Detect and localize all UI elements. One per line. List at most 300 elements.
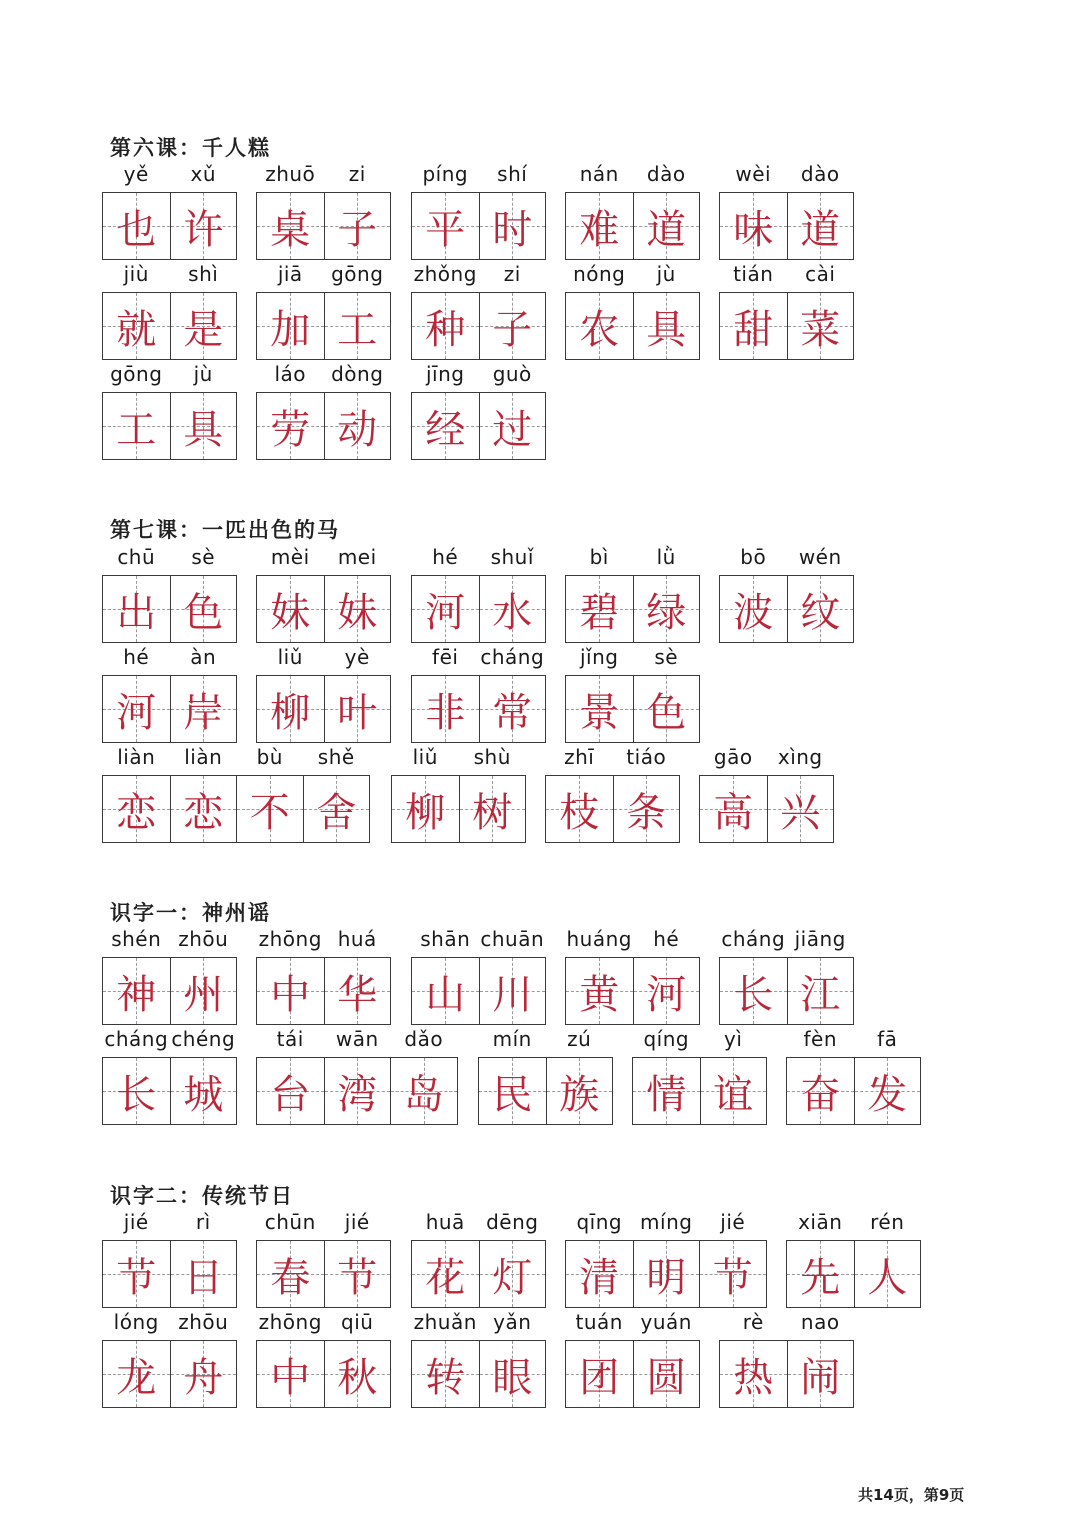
hanzi-character: 龙 xyxy=(116,1354,157,1401)
tian-grid-cell xyxy=(787,1310,854,1407)
tian-grid-cell xyxy=(257,1210,324,1307)
tian-grid-cell xyxy=(170,545,237,642)
pinyin-label: shén xyxy=(111,927,162,951)
pinyin-label: shù xyxy=(473,745,511,769)
pinyin-label: liàn xyxy=(117,745,156,769)
hanzi-character: 经 xyxy=(425,406,466,453)
hanzi-character: 节 xyxy=(116,1254,157,1301)
tian-grid-cell xyxy=(257,1310,324,1407)
pinyin-label: huá xyxy=(337,927,377,951)
pinyin-label: píng xyxy=(422,162,469,186)
hanzi-character: 纹 xyxy=(800,589,841,636)
hanzi-character: 种 xyxy=(425,306,466,353)
pinyin-label: jiù xyxy=(123,262,149,286)
hanzi-character: 水 xyxy=(492,589,533,636)
pinyin-label: tián xyxy=(733,262,774,286)
tian-grid-cell xyxy=(633,1210,700,1307)
vocab-word-grid xyxy=(256,645,391,743)
pinyin-label: zhōng xyxy=(258,927,322,951)
tian-grid-cell xyxy=(103,745,170,842)
hanzi-character: 兴 xyxy=(780,789,821,836)
vocab-word-grid xyxy=(565,1310,700,1408)
hanzi-character: 节 xyxy=(712,1254,753,1301)
pinyin-label: jié xyxy=(720,1210,746,1234)
tian-grid-cell xyxy=(257,162,324,259)
tian-grid-cell xyxy=(170,362,237,459)
tian-grid-cell xyxy=(103,1210,170,1307)
hanzi-character: 恋 xyxy=(183,789,224,836)
hanzi-character: 黄 xyxy=(579,971,620,1018)
vocab-word-grid xyxy=(102,362,237,460)
hanzi-character: 人 xyxy=(867,1254,908,1301)
tian-grid-cell xyxy=(613,745,680,842)
vocab-word-grid xyxy=(256,162,391,260)
tian-grid-cell xyxy=(170,162,237,259)
vocab-word-grid xyxy=(411,162,546,260)
hanzi-character: 山 xyxy=(425,971,466,1018)
tian-grid-cell xyxy=(324,1027,391,1124)
pinyin-label: nán xyxy=(579,162,619,186)
pinyin-label: huáng xyxy=(566,927,632,951)
tian-grid-cell xyxy=(787,1210,854,1307)
pinyin-label: liàn xyxy=(184,745,223,769)
tian-grid-cell xyxy=(479,1210,546,1307)
hanzi-character: 恋 xyxy=(116,789,157,836)
vocab-word-grid xyxy=(256,362,391,460)
pinyin-label: xiān xyxy=(798,1210,843,1234)
tian-grid-cell xyxy=(633,545,700,642)
vocab-word-grid xyxy=(411,1310,546,1408)
page-number: 共14页，第9页 xyxy=(858,1486,965,1504)
vocab-word-grid xyxy=(786,1210,921,1308)
pinyin-label: tái xyxy=(276,1027,304,1051)
tian-grid-cell xyxy=(720,927,787,1024)
hanzi-character: 情 xyxy=(646,1071,687,1118)
tian-grid-cell xyxy=(699,1210,766,1307)
hanzi-character: 难 xyxy=(579,206,620,253)
vocab-word-grid xyxy=(256,545,391,643)
hanzi-character: 奋 xyxy=(800,1071,841,1118)
tian-grid-cell xyxy=(303,745,370,842)
hanzi-character: 长 xyxy=(733,971,774,1018)
hanzi-character: 工 xyxy=(116,406,157,453)
tian-grid-cell xyxy=(412,545,479,642)
tian-grid-cell xyxy=(479,1310,546,1407)
tian-grid-cell xyxy=(479,362,546,459)
vocab-word-grid xyxy=(719,927,854,1025)
pinyin-label: zhǒng xyxy=(413,262,477,286)
tian-grid-cell xyxy=(546,745,613,842)
vocab-word-grid xyxy=(565,1210,767,1308)
tian-grid-cell xyxy=(720,1310,787,1407)
pinyin-label: huā xyxy=(425,1210,465,1234)
tian-grid-cell xyxy=(566,262,633,359)
tian-grid-cell xyxy=(787,162,854,259)
tian-grid-cell xyxy=(412,1210,479,1307)
pinyin-label: bō xyxy=(740,545,767,569)
pinyin-label: guò xyxy=(492,362,532,386)
hanzi-character: 热 xyxy=(733,1354,774,1401)
hanzi-character: 中 xyxy=(270,971,311,1018)
hanzi-character: 绿 xyxy=(646,589,687,636)
tian-grid-cell xyxy=(103,162,170,259)
pinyin-label: zhōu xyxy=(178,1310,229,1334)
lesson-title: 识字一：神州谣 xyxy=(110,901,271,925)
tian-grid-cell xyxy=(854,1210,921,1307)
tian-grid-cell xyxy=(633,262,700,359)
vocab-word-grid xyxy=(102,1310,237,1408)
pinyin-label: sè xyxy=(654,645,679,669)
vocab-word-grid xyxy=(565,927,700,1025)
pinyin-label: cháng xyxy=(480,645,545,669)
hanzi-character: 日 xyxy=(183,1254,224,1301)
hanzi-character: 桌 xyxy=(270,206,311,253)
hanzi-character: 子 xyxy=(492,306,533,353)
pinyin-label: qíng xyxy=(643,1027,690,1051)
hanzi-character: 团 xyxy=(579,1354,620,1401)
hanzi-character: 景 xyxy=(579,689,620,736)
hanzi-character: 条 xyxy=(626,789,667,836)
pinyin-label: xǔ xyxy=(190,162,216,186)
tian-grid-cell xyxy=(257,927,324,1024)
hanzi-character: 民 xyxy=(492,1071,533,1118)
hanzi-character: 是 xyxy=(183,306,224,353)
hanzi-character: 城 xyxy=(183,1071,224,1118)
hanzi-character: 波 xyxy=(733,589,774,636)
tian-grid-cell xyxy=(633,927,700,1024)
pinyin-label: nóng xyxy=(573,262,626,286)
vocab-word-grid xyxy=(719,1310,854,1408)
hanzi-character: 岛 xyxy=(403,1071,444,1118)
vocab-word-grid xyxy=(102,745,370,843)
pinyin-label: yì xyxy=(724,1027,743,1051)
pinyin-label: láo xyxy=(274,362,307,386)
pinyin-label: mín xyxy=(492,1027,532,1051)
pinyin-label: zú xyxy=(567,1027,592,1051)
vocab-word-grid xyxy=(478,1027,613,1125)
hanzi-character: 妹 xyxy=(270,589,311,636)
pinyin-label: nao xyxy=(800,1310,840,1334)
pinyin-label: lǜ xyxy=(656,545,676,569)
pinyin-label: jié xyxy=(123,1210,149,1234)
pinyin-label: liǔ xyxy=(412,745,438,769)
hanzi-character: 发 xyxy=(867,1071,908,1118)
pinyin-label: yuán xyxy=(640,1310,692,1334)
vocab-word-grid xyxy=(102,1027,237,1125)
tian-grid-cell xyxy=(787,545,854,642)
hanzi-character: 平 xyxy=(425,206,466,253)
hanzi-character: 转 xyxy=(425,1354,466,1401)
hanzi-character: 道 xyxy=(646,206,687,253)
tian-grid-cell xyxy=(412,927,479,1024)
pinyin-label: tuán xyxy=(575,1310,623,1334)
pinyin-label: liǔ xyxy=(277,645,303,669)
tian-grid-cell xyxy=(170,1310,237,1407)
pinyin-label: xìng xyxy=(777,745,823,769)
tian-grid-cell xyxy=(412,645,479,742)
pinyin-label: mèi xyxy=(270,545,310,569)
hanzi-character: 柳 xyxy=(405,789,446,836)
pinyin-label: mei xyxy=(337,545,377,569)
tian-grid-cell xyxy=(170,927,237,1024)
pinyin-label: zi xyxy=(348,162,366,186)
vocab-word-grid xyxy=(565,162,700,260)
pinyin-label: hé xyxy=(123,645,150,669)
tian-grid-cell xyxy=(103,645,170,742)
hanzi-character: 河 xyxy=(116,689,157,736)
hanzi-character: 舍 xyxy=(316,789,357,836)
vocab-word-grid xyxy=(719,162,854,260)
tian-grid-cell xyxy=(633,645,700,742)
tian-grid-cell xyxy=(566,1210,633,1307)
pinyin-label: shān xyxy=(420,927,471,951)
hanzi-character: 动 xyxy=(337,406,378,453)
pinyin-label: jǐng xyxy=(580,645,619,669)
pinyin-label: gōng xyxy=(331,262,384,286)
hanzi-character: 非 xyxy=(425,689,466,736)
hanzi-character: 眼 xyxy=(492,1354,533,1401)
hanzi-character: 劳 xyxy=(270,406,311,453)
tian-grid-cell xyxy=(566,927,633,1024)
tian-grid-cell xyxy=(324,645,391,742)
vocab-word-grid xyxy=(411,927,546,1025)
lesson-title: 第六课：千人糕 xyxy=(110,136,271,160)
tian-grid-cell xyxy=(103,1310,170,1407)
tian-grid-cell xyxy=(324,927,391,1024)
pinyin-label: yè xyxy=(344,645,370,669)
pinyin-label: sè xyxy=(191,545,216,569)
tian-grid-cell xyxy=(633,162,700,259)
vocab-word-grid xyxy=(411,545,546,643)
tian-grid-cell xyxy=(103,262,170,359)
tian-grid-cell xyxy=(566,645,633,742)
lesson-title: 识字二：传统节日 xyxy=(110,1184,294,1208)
hanzi-character: 长 xyxy=(116,1071,157,1118)
pinyin-label: yě xyxy=(123,162,149,186)
tian-grid-cell xyxy=(324,1310,391,1407)
hanzi-character: 甜 xyxy=(733,306,774,353)
pinyin-label: qiū xyxy=(341,1310,374,1334)
pinyin-label: shí xyxy=(497,162,528,186)
vocab-word-grid xyxy=(411,645,546,743)
vocab-word-grid xyxy=(565,262,700,360)
pinyin-label: chūn xyxy=(264,1210,316,1234)
pinyin-label: dǎo xyxy=(404,1027,444,1051)
hanzi-character: 叶 xyxy=(337,689,378,736)
tian-grid-cell xyxy=(103,362,170,459)
pinyin-label: gōng xyxy=(110,362,163,386)
tian-grid-cell xyxy=(479,162,546,259)
tian-grid-cell xyxy=(324,362,391,459)
hanzi-character: 出 xyxy=(116,589,157,636)
hanzi-character: 菜 xyxy=(800,306,841,353)
tian-grid-cell xyxy=(787,1027,854,1124)
tian-grid-cell xyxy=(479,1027,546,1124)
vocab-word-grid xyxy=(411,1210,546,1308)
vocab-word-grid xyxy=(102,645,237,743)
tian-grid-cell xyxy=(324,1210,391,1307)
hanzi-character: 圆 xyxy=(646,1354,687,1401)
hanzi-character: 秋 xyxy=(337,1354,378,1401)
vocab-word-grid xyxy=(256,1210,391,1308)
pinyin-label: rì xyxy=(195,1210,211,1234)
tian-grid-cell xyxy=(479,262,546,359)
tian-grid-cell xyxy=(324,545,391,642)
hanzi-character: 神 xyxy=(116,971,157,1018)
tian-grid-cell xyxy=(633,1310,700,1407)
pinyin-label: jù xyxy=(656,262,676,286)
hanzi-character: 先 xyxy=(800,1254,841,1301)
hanzi-character: 族 xyxy=(559,1071,600,1118)
vocab-word-grid xyxy=(565,545,700,643)
pinyin-label: jié xyxy=(344,1210,370,1234)
tian-grid-cell xyxy=(412,262,479,359)
hanzi-character: 闹 xyxy=(800,1354,841,1401)
pinyin-label: tiáo xyxy=(626,745,667,769)
hanzi-character: 岸 xyxy=(183,689,224,736)
tian-grid-cell xyxy=(412,162,479,259)
hanzi-character: 道 xyxy=(800,206,841,253)
vocab-word-grid xyxy=(719,262,854,360)
pinyin-label: wèi xyxy=(735,162,772,186)
tian-grid-cell xyxy=(170,745,237,842)
pinyin-label: chéng xyxy=(171,1027,236,1051)
lesson-title: 第七课：一匹出色的马 xyxy=(110,518,340,542)
hanzi-character: 花 xyxy=(425,1254,466,1301)
hanzi-character: 华 xyxy=(337,971,378,1018)
tian-grid-cell xyxy=(103,927,170,1024)
pinyin-label: zhuō xyxy=(265,162,316,186)
pinyin-label: fēi xyxy=(432,645,459,669)
vocab-word-grid xyxy=(786,1027,921,1125)
vocab-word-grid xyxy=(102,162,237,260)
hanzi-character: 清 xyxy=(579,1254,620,1301)
vocab-word-grid xyxy=(256,927,391,1025)
hanzi-character: 湾 xyxy=(337,1071,378,1118)
tian-grid-cell xyxy=(257,645,324,742)
hanzi-character: 川 xyxy=(492,971,533,1018)
pinyin-label: shì xyxy=(188,262,219,286)
tian-grid-cell xyxy=(854,1027,921,1124)
hanzi-character: 色 xyxy=(646,689,687,736)
pinyin-label: dào xyxy=(800,162,840,186)
tian-grid-cell xyxy=(633,1027,700,1124)
tian-grid-cell xyxy=(720,262,787,359)
tian-grid-cell xyxy=(700,1027,767,1124)
hanzi-character: 中 xyxy=(270,1354,311,1401)
pinyin-label: zhī xyxy=(564,745,595,769)
hanzi-character: 味 xyxy=(733,206,774,253)
tian-grid-cell xyxy=(479,645,546,742)
tian-grid-cell xyxy=(324,262,391,359)
tian-grid-cell xyxy=(787,927,854,1024)
tian-grid-cell xyxy=(479,545,546,642)
vocab-word-grid xyxy=(699,745,834,843)
pinyin-label: bì xyxy=(589,545,609,569)
pinyin-label: chū xyxy=(117,545,156,569)
pinyin-label: bù xyxy=(256,745,283,769)
hanzi-character: 碧 xyxy=(579,589,620,636)
pinyin-label: wén xyxy=(798,545,842,569)
hanzi-character: 就 xyxy=(116,306,157,353)
hanzi-character: 也 xyxy=(116,206,157,253)
tian-grid-cell xyxy=(566,1310,633,1407)
hanzi-character: 河 xyxy=(425,589,466,636)
pinyin-label: míng xyxy=(640,1210,693,1234)
pinyin-label: cháng xyxy=(104,1027,169,1051)
tian-grid-cell xyxy=(479,927,546,1024)
pinyin-label: jiāng xyxy=(794,927,846,951)
hanzi-character: 河 xyxy=(646,971,687,1018)
pinyin-label: zhuǎn xyxy=(413,1310,477,1334)
pinyin-label: dòng xyxy=(331,362,384,386)
hanzi-character: 节 xyxy=(337,1254,378,1301)
pinyin-label: àn xyxy=(190,645,217,669)
vocab-word-grid xyxy=(545,745,680,843)
hanzi-character: 明 xyxy=(646,1254,687,1301)
hanzi-character: 柳 xyxy=(270,689,311,736)
pinyin-label: dēng xyxy=(486,1210,539,1234)
tian-grid-cell xyxy=(767,745,834,842)
vocab-word-grid xyxy=(256,1310,391,1408)
pinyin-label: lóng xyxy=(113,1310,159,1334)
hanzi-character: 枝 xyxy=(559,789,600,836)
pinyin-label: qīng xyxy=(576,1210,623,1234)
hanzi-character: 灯 xyxy=(492,1254,533,1301)
vocab-word-grid xyxy=(102,545,237,643)
hanzi-character: 台 xyxy=(270,1071,311,1118)
tian-grid-cell xyxy=(392,745,459,842)
pinyin-label: shě xyxy=(317,745,355,769)
tian-grid-cell xyxy=(236,745,303,842)
pinyin-label: jiā xyxy=(277,262,303,286)
pinyin-label: yǎn xyxy=(493,1310,532,1334)
hanzi-character: 农 xyxy=(579,306,620,353)
pinyin-label: chuān xyxy=(480,927,545,951)
tian-grid-cell xyxy=(103,1027,170,1124)
vocab-word-grid xyxy=(102,1210,237,1308)
tian-grid-cell xyxy=(546,1027,613,1124)
tian-grid-cell xyxy=(257,545,324,642)
pinyin-label: hé xyxy=(432,545,459,569)
pinyin-label: jīng xyxy=(426,362,465,386)
pinyin-label: cháng xyxy=(721,927,786,951)
hanzi-character: 色 xyxy=(183,589,224,636)
tian-grid-cell xyxy=(566,162,633,259)
hanzi-character: 过 xyxy=(492,406,533,453)
tian-grid-cell xyxy=(257,362,324,459)
tian-grid-cell xyxy=(720,162,787,259)
tian-grid-cell xyxy=(324,162,391,259)
pinyin-label: gāo xyxy=(713,745,753,769)
hanzi-character: 工 xyxy=(337,306,378,353)
vocab-word-grid xyxy=(102,262,237,360)
tian-grid-cell xyxy=(103,545,170,642)
vocab-word-grid xyxy=(102,927,237,1025)
pinyin-label: fèn xyxy=(803,1027,838,1051)
vocab-word-grid xyxy=(411,262,546,360)
hanzi-character: 春 xyxy=(270,1254,311,1301)
pinyin-label: rè xyxy=(742,1310,764,1334)
pinyin-label: hé xyxy=(653,927,680,951)
vocab-word-grid xyxy=(632,1027,767,1125)
pinyin-label: rén xyxy=(870,1210,905,1234)
tian-grid-cell xyxy=(412,1310,479,1407)
hanzi-character: 高 xyxy=(713,789,754,836)
hanzi-character: 江 xyxy=(800,971,841,1018)
tian-grid-cell xyxy=(170,262,237,359)
hanzi-character: 妹 xyxy=(337,589,378,636)
